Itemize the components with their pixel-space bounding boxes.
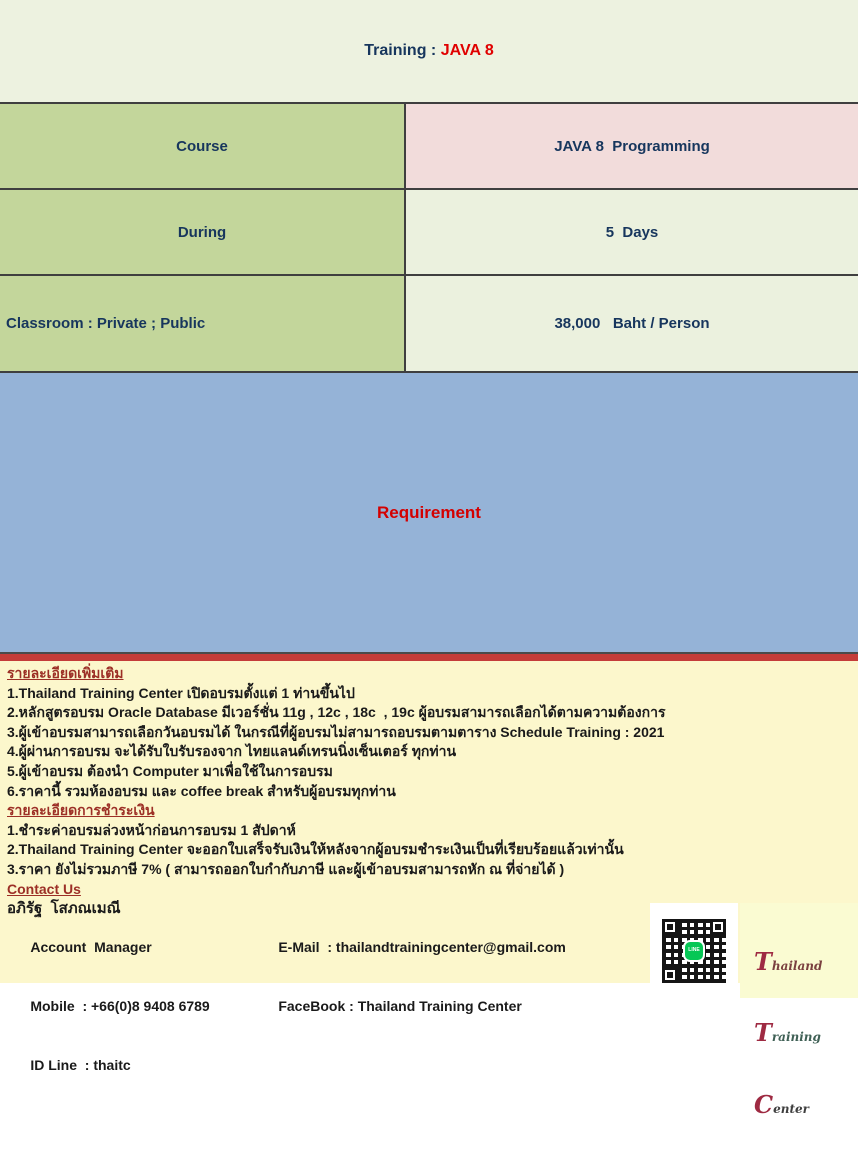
during-label: During (177, 223, 227, 241)
detail-item: 5.ผู้เข้าอบรม ต้องนำ Computer มาเพื่อใช้ในการอบรม (7, 762, 333, 779)
contact-mobile: Mobile : +66(0)8 9408 6789 (30, 998, 210, 1015)
payment-item: 2.Thailand Training Center จะออกใบเสร็จรับเงินให้หลังจากผู้อบรมชำระเงินเป็นที่เรียบร้อยแล้วเท่านั้น (7, 841, 624, 858)
payment-details-heading: รายละเอียดการชำระเงิน (7, 802, 155, 819)
contact-role: Account Manager (30, 939, 152, 956)
classroom-label: Classroom : Private ; Public (6, 315, 206, 332)
logo-initial: C (754, 1089, 774, 1119)
payment-item: 1.ชำระค่าอบรมล่วงหน้าก่อนการอบรม 1 สัปดาห์ (7, 821, 296, 838)
detail-item: 4.ผู้ผ่านการอบรม จะได้รับใบรับรองจาก ไทยแลนด์เทรนนิ่งเซ็นเตอร์ ทุกท่าน (7, 743, 457, 760)
requirement-title: Requirement (377, 502, 481, 522)
table-row-during (0, 190, 858, 276)
red-divider-bar (0, 654, 858, 661)
logo-initial: T (754, 1018, 772, 1048)
contact-email: E-Mail : thailandtrainingcenter@gmail.com (278, 939, 566, 956)
additional-details-heading: รายละเอียดเพิ่มเติม (7, 665, 124, 681)
line-qr-code (650, 903, 738, 998)
company-logo (740, 903, 858, 1119)
classroom-label-cell (0, 276, 406, 371)
detail-item: 3.ผู้เข้าอบรมสามารถเลือกวันอบรมได้ ในกรณีที่ผู้อบรมไม่สามารถอบรมตามตาราง Schedule Training : 2021 (7, 723, 665, 740)
page-title-course: JAVA 8 (440, 42, 494, 59)
during-label-cell (0, 190, 406, 274)
logo-rest: raining (771, 1030, 821, 1045)
requirement-section (0, 373, 858, 654)
qr-finder-icon (662, 967, 678, 983)
contact-person-name: อภิรัฐ โสภณเมณี (7, 900, 121, 918)
course-value: JAVA 8 Programming (554, 137, 710, 155)
course-label: Course (176, 137, 228, 155)
line-badge-label: LINE (688, 946, 700, 953)
during-value: 5 Days (605, 223, 659, 241)
logo-line-center (754, 1091, 858, 1123)
logo-initial: T (754, 947, 772, 977)
qr-pattern (662, 919, 726, 983)
course-value-cell (406, 104, 858, 188)
table-row-classroom (0, 276, 858, 373)
contact-us-heading: Contact Us (7, 880, 81, 897)
qr-finder-icon (662, 919, 678, 935)
classroom-value-cell (406, 276, 858, 371)
logo-rest: enter (773, 1101, 809, 1116)
qr-finder-icon (710, 919, 726, 935)
detail-item: 2.หลักสูตรอบรม Oracle Database มีเวอร์ชั่น 11g , 12c , 18c , 19c ผู้อบรมสามารถเลือกได้ตามความต้องการ (7, 704, 666, 721)
contact-facebook: FaceBook : Thailand Training Center (278, 998, 522, 1015)
detail-item: 1.Thailand Training Center เปิดอบรมตั้งแต่ 1 ท่านขึ้นไป (7, 684, 355, 701)
logo-line-training (754, 1019, 858, 1051)
line-app-icon (683, 940, 705, 962)
logo-line-thailand (754, 948, 858, 980)
page-header (0, 0, 858, 104)
table-row-course (0, 104, 858, 190)
contact-line-id: ID Line : thaitc (30, 1056, 131, 1073)
during-value-cell (406, 190, 858, 274)
details-section (0, 661, 858, 1119)
payment-item: 3.ราคา ยังไม่รวมภาษี 7% ( สามารถออกใบกำกับภาษี และผู้เข้าอบรมสามารถหัก ณ ที่จ่ายได้ ) (7, 860, 565, 877)
course-label-cell (0, 104, 406, 188)
page-title: Training : (364, 42, 441, 59)
contact-row (7, 1036, 858, 1095)
price-value: 38,000 Baht / Person (554, 315, 710, 332)
detail-item: 6.ราคานี้ รวมห้องอบรม และ coffee break สำหรับผู้อบรมทุกท่าน (7, 782, 396, 799)
logo-rest: hailand (771, 959, 823, 974)
